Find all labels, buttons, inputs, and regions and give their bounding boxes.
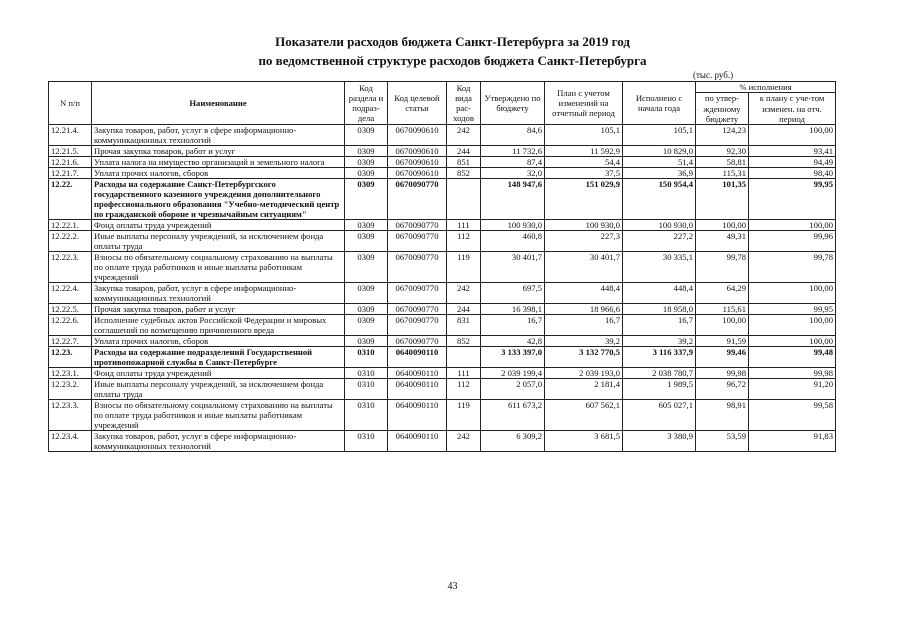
- row-plan-cell: 151 029,9: [545, 179, 623, 220]
- row-pct-plan-cell: 100,00: [749, 125, 836, 146]
- row-razdel-cell: 0309: [345, 315, 388, 336]
- row-pct-utv-cell: 91,59: [696, 336, 749, 347]
- row-num-cell: 12.22.6.: [49, 315, 92, 336]
- row-razdel-cell: 0309: [345, 336, 388, 347]
- header-name: Наименование: [92, 82, 345, 125]
- row-name-cell: Расходы на содержание подразделений Государственной противопожарной службы в Санкт-Петербурге: [92, 347, 345, 368]
- row-pct-plan-cell: 99,98: [749, 368, 836, 379]
- row-num-cell: 12.22.4.: [49, 283, 92, 304]
- row-statya-cell: 0670090770: [388, 283, 447, 304]
- row-name-cell: Закупка товаров, работ, услуг в сфере информационно-коммуникационных технологий: [92, 283, 345, 304]
- row-pct-plan-cell: 91,83: [749, 431, 836, 452]
- row-statya-cell: 0670090770: [388, 315, 447, 336]
- units-label: (тыс. руб.): [693, 70, 734, 80]
- row-plan-cell: 30 401,7: [545, 252, 623, 283]
- row-num-cell: 12.22.: [49, 179, 92, 220]
- row-isp-cell: 605 027,1: [623, 400, 696, 431]
- table-row: [49, 220, 836, 231]
- row-statya-cell: 0640090110: [388, 347, 447, 368]
- row-num-cell: 12.23.1.: [49, 368, 92, 379]
- table-row: [49, 283, 836, 304]
- row-statya-cell: 0640090110: [388, 400, 447, 431]
- row-pct-plan-cell: 98,40: [749, 168, 836, 179]
- row-isp-cell: 227,2: [623, 231, 696, 252]
- table-row: [49, 431, 836, 452]
- row-pct-utv-cell: 92,30: [696, 146, 749, 157]
- row-isp-cell: 3 116 337,9: [623, 347, 696, 368]
- row-name-cell: Иные выплаты персоналу учреждений, за исключением фонда оплаты труда: [92, 379, 345, 400]
- table-row: [49, 379, 836, 400]
- row-plan-cell: 100 930,0: [545, 220, 623, 231]
- row-pct-utv-cell: 64,29: [696, 283, 749, 304]
- row-utv-cell: 6 309,2: [481, 431, 545, 452]
- row-num-cell: 12.22.1.: [49, 220, 92, 231]
- row-statya-cell: 0670090770: [388, 336, 447, 347]
- row-utv-cell: 2 057,0: [481, 379, 545, 400]
- row-num-cell: 12.22.3.: [49, 252, 92, 283]
- header-vid: Код вида рас-ходов: [447, 82, 481, 125]
- row-num-cell: 12.23.4.: [49, 431, 92, 452]
- header-pct: % исполнения: [696, 82, 836, 93]
- row-razdel-cell: 0309: [345, 283, 388, 304]
- row-pct-plan-cell: 99,95: [749, 304, 836, 315]
- row-vid-cell: [447, 179, 481, 220]
- row-isp-cell: 150 954,4: [623, 179, 696, 220]
- row-pct-plan-cell: 93,41: [749, 146, 836, 157]
- row-name-cell: Уплата налога на имущество организаций и земельного налога: [92, 157, 345, 168]
- row-utv-cell: 11 732,6: [481, 146, 545, 157]
- row-name-cell: Иные выплаты персоналу учреждений, за исключением фонда оплаты труда: [92, 231, 345, 252]
- row-razdel-cell: 0309: [345, 179, 388, 220]
- row-isp-cell: 1 989,5: [623, 379, 696, 400]
- row-plan-cell: 18 966,6: [545, 304, 623, 315]
- row-name-cell: Фонд оплаты труда учреждений: [92, 220, 345, 231]
- row-isp-cell: 10 829,0: [623, 146, 696, 157]
- row-statya-cell: 0670090770: [388, 231, 447, 252]
- row-isp-cell: 105,1: [623, 125, 696, 146]
- row-plan-cell: 16,7: [545, 315, 623, 336]
- row-statya-cell: 0670090770: [388, 220, 447, 231]
- row-pct-utv-cell: 99,46: [696, 347, 749, 368]
- row-razdel-cell: 0310: [345, 368, 388, 379]
- row-plan-cell: 3 681,5: [545, 431, 623, 452]
- row-pct-utv-cell: 124,23: [696, 125, 749, 146]
- row-plan-cell: 2 039 193,0: [545, 368, 623, 379]
- row-vid-cell: 831: [447, 315, 481, 336]
- row-vid-cell: 242: [447, 431, 481, 452]
- row-utv-cell: 84,6: [481, 125, 545, 146]
- document-title-line1: Показатели расходов бюджета Санкт-Петербурга за 2019 год: [275, 34, 630, 49]
- row-pct-utv-cell: 96,72: [696, 379, 749, 400]
- row-isp-cell: 30 335,1: [623, 252, 696, 283]
- row-pct-utv-cell: 99,78: [696, 252, 749, 283]
- table-row: [49, 157, 836, 168]
- budget-table: [48, 81, 836, 452]
- row-utv-cell: 32,0: [481, 168, 545, 179]
- row-razdel-cell: 0310: [345, 379, 388, 400]
- header-statya: Код целевой статьи: [388, 82, 447, 125]
- row-pct-utv-cell: 115,31: [696, 168, 749, 179]
- row-vid-cell: 242: [447, 283, 481, 304]
- row-name-cell: Прочая закупка товаров, работ и услуг: [92, 146, 345, 157]
- table-row: [49, 315, 836, 336]
- table-row: [49, 179, 836, 220]
- row-vid-cell: 244: [447, 304, 481, 315]
- row-utv-cell: 697,5: [481, 283, 545, 304]
- row-utv-cell: 100 930,0: [481, 220, 545, 231]
- row-vid-cell: 852: [447, 336, 481, 347]
- row-razdel-cell: 0309: [345, 231, 388, 252]
- row-pct-plan-cell: 91,20: [749, 379, 836, 400]
- table-row: [49, 252, 836, 283]
- row-pct-utv-cell: 101,35: [696, 179, 749, 220]
- row-razdel-cell: 0309: [345, 125, 388, 146]
- row-statya-cell: 0640090110: [388, 431, 447, 452]
- row-num-cell: 12.21.5.: [49, 146, 92, 157]
- row-pct-plan-cell: 100,00: [749, 336, 836, 347]
- row-name-cell: Взносы по обязательному социальному страхованию на выплаты по оплате труда работников и иные выплаты работникам учреждений: [92, 252, 345, 283]
- row-name-cell: Исполнение судебных актов Российской Федерации и мировых соглашений по возмещению причиненного вреда: [92, 315, 345, 336]
- row-name-cell: Закупка товаров, работ, услуг в сфере информационно-коммуникационных технологий: [92, 431, 345, 452]
- row-plan-cell: 11 592,9: [545, 146, 623, 157]
- row-vid-cell: 851: [447, 157, 481, 168]
- row-vid-cell: 119: [447, 252, 481, 283]
- row-utv-cell: 16,7: [481, 315, 545, 336]
- row-vid-cell: 242: [447, 125, 481, 146]
- row-utv-cell: 30 401,7: [481, 252, 545, 283]
- row-utv-cell: 460,8: [481, 231, 545, 252]
- row-pct-plan-cell: 94,49: [749, 157, 836, 168]
- row-pct-plan-cell: 100,00: [749, 283, 836, 304]
- page-number: 43: [447, 581, 458, 592]
- header-pct-utv: по утвер-жденному бюджету: [696, 93, 749, 125]
- row-pct-plan-cell: 100,00: [749, 315, 836, 336]
- row-plan-cell: 2 181,4: [545, 379, 623, 400]
- row-vid-cell: 119: [447, 400, 481, 431]
- row-isp-cell: 16,7: [623, 315, 696, 336]
- row-razdel-cell: 0310: [345, 400, 388, 431]
- row-pct-utv-cell: 49,31: [696, 231, 749, 252]
- table-row: [49, 347, 836, 368]
- row-vid-cell: 111: [447, 368, 481, 379]
- row-name-cell: Закупка товаров, работ, услуг в сфере информационно-коммуникационных технологий: [92, 125, 345, 146]
- row-plan-cell: 448,4: [545, 283, 623, 304]
- row-statya-cell: 0640090110: [388, 379, 447, 400]
- table-row: [49, 368, 836, 379]
- row-isp-cell: 2 038 780,7: [623, 368, 696, 379]
- row-isp-cell: 3 380,9: [623, 431, 696, 452]
- row-utv-cell: 3 133 397,0: [481, 347, 545, 368]
- row-razdel-cell: 0310: [345, 347, 388, 368]
- row-razdel-cell: 0309: [345, 146, 388, 157]
- row-statya-cell: 0670090610: [388, 168, 447, 179]
- row-utv-cell: 611 673,2: [481, 400, 545, 431]
- row-name-cell: Уплата прочих налогов, сборов: [92, 168, 345, 179]
- row-num-cell: 12.23.3.: [49, 400, 92, 431]
- row-pct-utv-cell: 115,61: [696, 304, 749, 315]
- row-plan-cell: 105,1: [545, 125, 623, 146]
- row-pct-plan-cell: 99,58: [749, 400, 836, 431]
- row-num-cell: 12.21.4.: [49, 125, 92, 146]
- row-pct-utv-cell: 99,98: [696, 368, 749, 379]
- row-plan-cell: 607 562,1: [545, 400, 623, 431]
- row-num-cell: 12.23.: [49, 347, 92, 368]
- row-statya-cell: 0670090610: [388, 157, 447, 168]
- row-statya-cell: 0670090610: [388, 146, 447, 157]
- row-vid-cell: 112: [447, 231, 481, 252]
- row-statya-cell: 0670090770: [388, 179, 447, 220]
- row-statya-cell: 0670090770: [388, 252, 447, 283]
- row-num-cell: 12.22.7.: [49, 336, 92, 347]
- header-pct-plan: к плану с уче-том изменен. на отч. период: [749, 93, 836, 125]
- row-plan-cell: 39,2: [545, 336, 623, 347]
- row-isp-cell: 448,4: [623, 283, 696, 304]
- row-utv-cell: 2 039 199,4: [481, 368, 545, 379]
- table-row: [49, 304, 836, 315]
- row-razdel-cell: 0309: [345, 220, 388, 231]
- table-row: [49, 146, 836, 157]
- row-num-cell: 12.22.5.: [49, 304, 92, 315]
- row-pct-utv-cell: 100,00: [696, 220, 749, 231]
- row-name-cell: Прочая закупка товаров, работ и услуг: [92, 304, 345, 315]
- table-row: [49, 400, 836, 431]
- header-utv: Утверждено по бюджету: [481, 82, 545, 125]
- row-isp-cell: 100 930,0: [623, 220, 696, 231]
- row-pct-plan-cell: 99,48: [749, 347, 836, 368]
- row-pct-plan-cell: 99,78: [749, 252, 836, 283]
- row-razdel-cell: 0309: [345, 252, 388, 283]
- row-plan-cell: 3 132 770,5: [545, 347, 623, 368]
- row-vid-cell: 112: [447, 379, 481, 400]
- row-vid-cell: 244: [447, 146, 481, 157]
- row-razdel-cell: 0309: [345, 304, 388, 315]
- row-plan-cell: 37,5: [545, 168, 623, 179]
- row-num-cell: 12.21.7.: [49, 168, 92, 179]
- row-isp-cell: 18 958,0: [623, 304, 696, 315]
- row-pct-utv-cell: 98,91: [696, 400, 749, 431]
- table-row: [49, 336, 836, 347]
- row-name-cell: Взносы по обязательному социальному страхованию на выплаты по оплате труда работников и иные выплаты работникам учреждений: [92, 400, 345, 431]
- row-num-cell: 12.22.2.: [49, 231, 92, 252]
- row-statya-cell: 0670090770: [388, 304, 447, 315]
- row-num-cell: 12.21.6.: [49, 157, 92, 168]
- row-isp-cell: 36,9: [623, 168, 696, 179]
- row-pct-utv-cell: 53,59: [696, 431, 749, 452]
- row-statya-cell: 0670090610: [388, 125, 447, 146]
- row-pct-utv-cell: 58,81: [696, 157, 749, 168]
- row-plan-cell: 227,3: [545, 231, 623, 252]
- row-pct-plan-cell: 99,95: [749, 179, 836, 220]
- row-statya-cell: 0640090110: [388, 368, 447, 379]
- row-name-cell: Расходы на содержание Санкт-Петербургского государственного казенного учреждения дополнительного профессионального образования "Учебно-методический центр по гражданской обороне и чрезвычайным ситуациям": [92, 179, 345, 220]
- row-plan-cell: 54,4: [545, 157, 623, 168]
- row-razdel-cell: 0309: [345, 168, 388, 179]
- table-row: [49, 125, 836, 146]
- row-pct-plan-cell: 100,00: [749, 220, 836, 231]
- table-row: [49, 168, 836, 179]
- row-vid-cell: 111: [447, 220, 481, 231]
- row-name-cell: Уплата прочих налогов, сборов: [92, 336, 345, 347]
- header-razdel: Код раздела и подраз-дела: [345, 82, 388, 125]
- row-utv-cell: 16 398,1: [481, 304, 545, 315]
- table-row: [49, 231, 836, 252]
- row-name-cell: Фонд оплаты труда учреждений: [92, 368, 345, 379]
- row-razdel-cell: 0310: [345, 431, 388, 452]
- row-utv-cell: 42,8: [481, 336, 545, 347]
- row-num-cell: 12.23.2.: [49, 379, 92, 400]
- row-utv-cell: 87,4: [481, 157, 545, 168]
- row-vid-cell: 852: [447, 168, 481, 179]
- row-isp-cell: 39,2: [623, 336, 696, 347]
- row-pct-plan-cell: 99,96: [749, 231, 836, 252]
- header-isp: Исполнено с начала года: [623, 82, 696, 125]
- header-num: N п/п: [49, 82, 92, 125]
- document-title-line2: по ведомственной структуре расходов бюджета Санкт-Петербурга: [258, 53, 647, 68]
- header-plan: План с учетом изменений на отчетный период: [545, 82, 623, 125]
- row-utv-cell: 148 947,6: [481, 179, 545, 220]
- row-isp-cell: 51,4: [623, 157, 696, 168]
- row-razdel-cell: 0309: [345, 157, 388, 168]
- row-vid-cell: [447, 347, 481, 368]
- row-pct-utv-cell: 100,00: [696, 315, 749, 336]
